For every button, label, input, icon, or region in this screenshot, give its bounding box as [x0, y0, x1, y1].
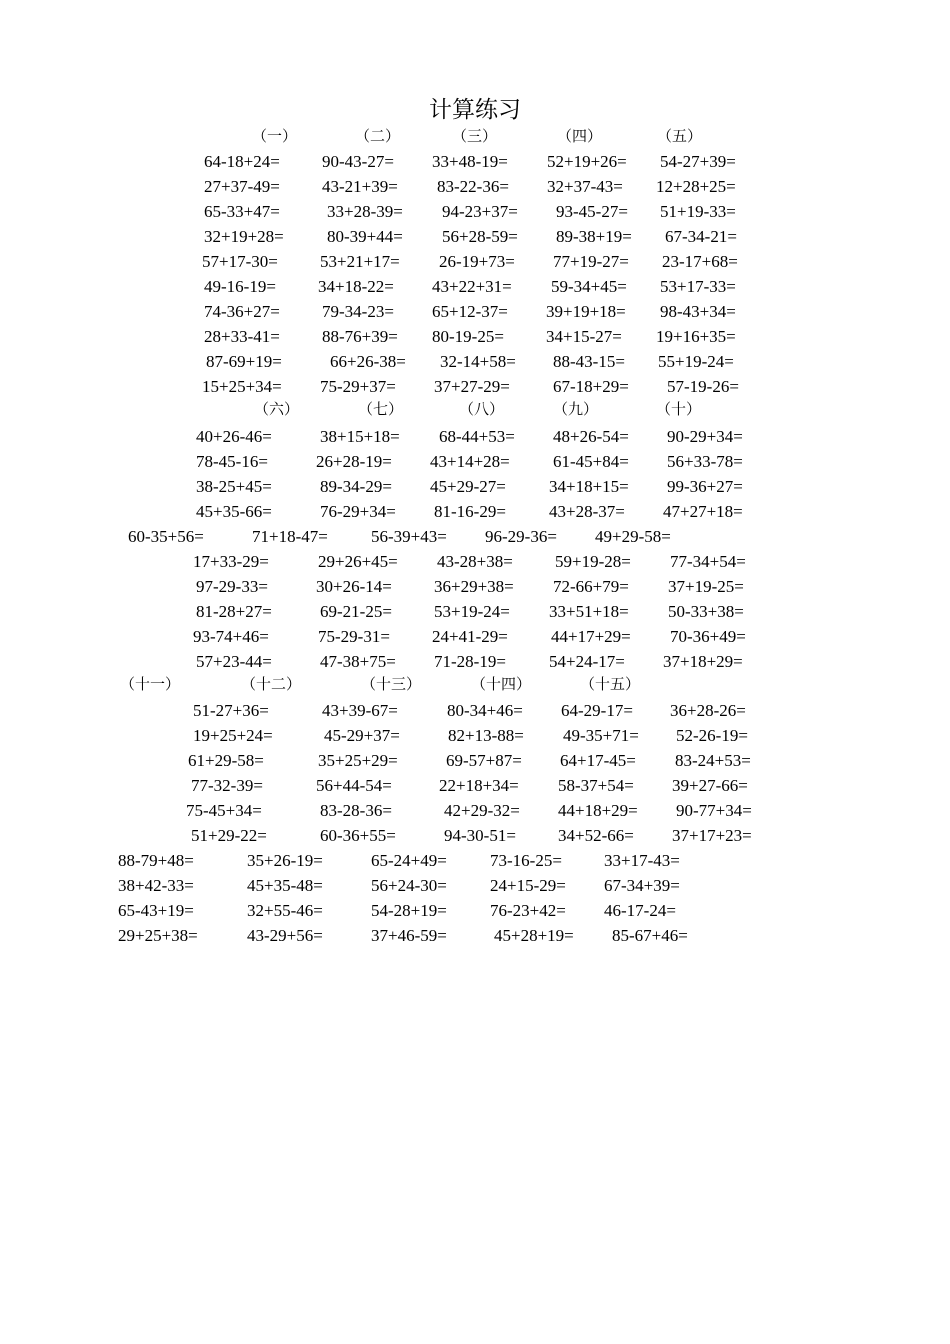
arithmetic-problem: 80-19-25= — [432, 327, 504, 346]
section-label: （十） — [656, 400, 702, 418]
arithmetic-problem: 39+19+18= — [546, 302, 626, 321]
arithmetic-problem: 70-36+49= — [670, 627, 746, 646]
arithmetic-problem: 88-43-15= — [553, 352, 625, 371]
section-label: （三） — [452, 127, 498, 145]
arithmetic-problem: 90-43-27= — [322, 152, 394, 171]
arithmetic-problem: 23-17+68= — [662, 252, 738, 271]
arithmetic-problem: 37+18+29= — [663, 652, 743, 671]
arithmetic-problem: 44+17+29= — [551, 627, 631, 646]
arithmetic-problem: 34+52-66= — [558, 826, 634, 845]
arithmetic-problem: 76-23+42= — [490, 901, 566, 920]
section-label: （六） — [254, 400, 300, 418]
arithmetic-problem: 30+26-14= — [316, 577, 392, 596]
section-label: （一） — [252, 127, 298, 145]
section-header-row — [0, 397, 950, 422]
arithmetic-problem: 45+29-27= — [430, 477, 506, 496]
arithmetic-problem: 36+29+38= — [434, 577, 514, 596]
arithmetic-problem: 38+42-33= — [118, 876, 194, 895]
arithmetic-problem: 46-17-24= — [604, 901, 676, 920]
arithmetic-problem: 71-28-19= — [434, 652, 506, 671]
arithmetic-problem: 43+39-67= — [322, 701, 398, 720]
arithmetic-problem: 53+21+17= — [320, 252, 400, 271]
arithmetic-problem: 43+22+31= — [432, 277, 512, 296]
problem-row — [0, 748, 950, 773]
arithmetic-problem: 80-39+44= — [327, 227, 403, 246]
arithmetic-problem: 64-18+24= — [204, 152, 280, 171]
problem-row — [0, 224, 950, 249]
arithmetic-problem: 57-19-26= — [667, 377, 739, 396]
arithmetic-problem: 77-34+54= — [670, 552, 746, 571]
arithmetic-problem: 65-33+47= — [204, 202, 280, 221]
arithmetic-problem: 67-34-21= — [665, 227, 737, 246]
arithmetic-problem: 54-27+39= — [660, 152, 736, 171]
page-title: 计算练习 — [429, 97, 521, 123]
arithmetic-problem: 82+13-88= — [448, 726, 524, 745]
arithmetic-problem: 96-29-36= — [485, 527, 557, 546]
arithmetic-problem: 73-16-25= — [490, 851, 562, 870]
problem-row — [0, 199, 950, 224]
arithmetic-problem: 57+17-30= — [202, 252, 278, 271]
problem-row — [0, 649, 950, 674]
arithmetic-problem: 83-22-36= — [437, 177, 509, 196]
problem-row — [0, 349, 950, 374]
arithmetic-problem: 93-45-27= — [556, 202, 628, 221]
problem-row — [0, 499, 950, 524]
arithmetic-problem: 26+28-19= — [316, 452, 392, 471]
arithmetic-problem: 45-29+37= — [324, 726, 400, 745]
arithmetic-problem: 60-35+56= — [128, 527, 204, 546]
arithmetic-problem: 58-37+54= — [558, 776, 634, 795]
arithmetic-problem: 12+28+25= — [656, 177, 736, 196]
arithmetic-problem: 29+26+45= — [318, 552, 398, 571]
section-label: （十五） — [580, 675, 641, 693]
arithmetic-problem: 33+51+18= — [549, 602, 629, 621]
arithmetic-problem: 68-44+53= — [439, 427, 515, 446]
problem-row — [0, 773, 950, 798]
arithmetic-problem: 19+16+35= — [656, 327, 736, 346]
arithmetic-problem: 67-18+29= — [553, 377, 629, 396]
arithmetic-problem: 15+25+34= — [202, 377, 282, 396]
arithmetic-problem: 33+28-39= — [327, 202, 403, 221]
arithmetic-problem: 43-21+39= — [322, 177, 398, 196]
problem-row — [0, 848, 950, 873]
arithmetic-problem: 56+33-78= — [667, 452, 743, 471]
arithmetic-problem: 77+19-27= — [553, 252, 629, 271]
arithmetic-problem: 53+17-33= — [660, 277, 736, 296]
problem-row — [0, 549, 950, 574]
arithmetic-problem: 28+33-41= — [204, 327, 280, 346]
problem-row — [0, 474, 950, 499]
arithmetic-problem: 52-26-19= — [676, 726, 748, 745]
arithmetic-problem: 71+18-47= — [252, 527, 328, 546]
problem-row — [0, 524, 950, 549]
arithmetic-problem: 83-28-36= — [320, 801, 392, 820]
arithmetic-problem: 66+26-38= — [330, 352, 406, 371]
arithmetic-problem: 52+19+26= — [547, 152, 627, 171]
arithmetic-problem: 43+14+28= — [430, 452, 510, 471]
section-label: （二） — [355, 127, 401, 145]
arithmetic-problem: 49-35+71= — [563, 726, 639, 745]
arithmetic-problem: 59-34+45= — [551, 277, 627, 296]
arithmetic-problem: 61+29-58= — [188, 751, 264, 770]
problem-row — [0, 299, 950, 324]
arithmetic-problem: 89-34-29= — [320, 477, 392, 496]
arithmetic-problem: 53+19-24= — [434, 602, 510, 621]
arithmetic-problem: 98-43+34= — [660, 302, 736, 321]
arithmetic-problem: 81-28+27= — [196, 602, 272, 621]
arithmetic-problem: 37+17+23= — [672, 826, 752, 845]
arithmetic-problem: 34+15-27= — [546, 327, 622, 346]
arithmetic-problem: 65+12-37= — [432, 302, 508, 321]
arithmetic-problem: 80-34+46= — [447, 701, 523, 720]
arithmetic-problem: 49+29-58= — [595, 527, 671, 546]
arithmetic-problem: 94-23+37= — [442, 202, 518, 221]
arithmetic-problem: 60-36+55= — [320, 826, 396, 845]
arithmetic-problem: 69-57+87= — [446, 751, 522, 770]
arithmetic-problem: 29+25+38= — [118, 926, 198, 945]
arithmetic-problem: 35+25+29= — [318, 751, 398, 770]
arithmetic-problem: 33+17-43= — [604, 851, 680, 870]
section-label: （十二） — [241, 675, 302, 693]
arithmetic-problem: 43-28+38= — [437, 552, 513, 571]
problem-row — [0, 149, 950, 174]
problem-row — [0, 574, 950, 599]
arithmetic-problem: 69-21-25= — [320, 602, 392, 621]
arithmetic-problem: 50-33+38= — [668, 602, 744, 621]
arithmetic-problem: 89-38+19= — [556, 227, 632, 246]
arithmetic-problem: 85-67+46= — [612, 926, 688, 945]
arithmetic-problem: 64+17-45= — [560, 751, 636, 770]
arithmetic-problem: 45+35-48= — [247, 876, 323, 895]
arithmetic-problem: 39+27-66= — [672, 776, 748, 795]
section-label: （八） — [459, 400, 505, 418]
arithmetic-problem: 54-28+19= — [371, 901, 447, 920]
arithmetic-problem: 47-38+75= — [320, 652, 396, 671]
section-label: （五） — [657, 127, 703, 145]
arithmetic-problem: 79-34-23= — [322, 302, 394, 321]
arithmetic-problem: 77-32-39= — [191, 776, 263, 795]
arithmetic-problem: 35+26-19= — [247, 851, 323, 870]
arithmetic-problem: 32-14+58= — [440, 352, 516, 371]
arithmetic-problem: 19+25+24= — [193, 726, 273, 745]
arithmetic-problem: 51+29-22= — [191, 826, 267, 845]
arithmetic-problem: 43-29+56= — [247, 926, 323, 945]
problem-row — [0, 174, 950, 199]
arithmetic-problem: 32+55-46= — [247, 901, 323, 920]
arithmetic-problem: 59+19-28= — [555, 552, 631, 571]
arithmetic-problem: 55+19-24= — [658, 352, 734, 371]
problem-row — [0, 923, 950, 948]
arithmetic-problem: 94-30-51= — [444, 826, 516, 845]
arithmetic-problem: 24+41-29= — [432, 627, 508, 646]
arithmetic-problem: 88-76+39= — [322, 327, 398, 346]
arithmetic-problem: 27+37-49= — [204, 177, 280, 196]
arithmetic-problem: 83-24+53= — [675, 751, 751, 770]
arithmetic-problem: 75-29-31= — [318, 627, 390, 646]
arithmetic-problem: 47+27+18= — [663, 502, 743, 521]
arithmetic-problem: 44+18+29= — [558, 801, 638, 820]
arithmetic-problem: 49-16-19= — [204, 277, 276, 296]
arithmetic-problem: 26-19+73= — [439, 252, 515, 271]
arithmetic-problem: 65-43+19= — [118, 901, 194, 920]
arithmetic-problem: 75-45+34= — [186, 801, 262, 820]
section-label: （四） — [557, 127, 603, 145]
arithmetic-problem: 72-66+79= — [553, 577, 629, 596]
arithmetic-problem: 57+23-44= — [196, 652, 272, 671]
section-header-row — [0, 672, 950, 697]
problem-row — [0, 898, 950, 923]
arithmetic-problem: 99-36+27= — [667, 477, 743, 496]
arithmetic-problem: 56+24-30= — [371, 876, 447, 895]
problem-row — [0, 374, 950, 399]
problem-row — [0, 449, 950, 474]
arithmetic-problem: 32+37-43= — [547, 177, 623, 196]
problem-row — [0, 274, 950, 299]
arithmetic-problem: 34+18-22= — [318, 277, 394, 296]
section-label: （十四） — [471, 675, 532, 693]
arithmetic-problem: 37+46-59= — [371, 926, 447, 945]
arithmetic-problem: 78-45-16= — [196, 452, 268, 471]
arithmetic-problem: 75-29+37= — [320, 377, 396, 396]
section-label: （九） — [553, 400, 599, 418]
arithmetic-problem: 43+28-37= — [549, 502, 625, 521]
arithmetic-problem: 45+28+19= — [494, 926, 574, 945]
arithmetic-problem: 88-79+48= — [118, 851, 194, 870]
problem-row — [0, 249, 950, 274]
arithmetic-problem: 45+35-66= — [196, 502, 272, 521]
problem-row — [0, 624, 950, 649]
arithmetic-problem: 24+15-29= — [490, 876, 566, 895]
arithmetic-problem: 32+19+28= — [204, 227, 284, 246]
arithmetic-problem: 38+15+18= — [320, 427, 400, 446]
arithmetic-problem: 40+26-46= — [196, 427, 272, 446]
arithmetic-problem: 38-25+45= — [196, 477, 272, 496]
arithmetic-problem: 54+24-17= — [549, 652, 625, 671]
arithmetic-problem: 42+29-32= — [444, 801, 520, 820]
arithmetic-problem: 51+19-33= — [660, 202, 736, 221]
section-label: （七） — [358, 400, 404, 418]
arithmetic-problem: 90-29+34= — [667, 427, 743, 446]
arithmetic-problem: 22+18+34= — [439, 776, 519, 795]
arithmetic-problem: 87-69+19= — [206, 352, 282, 371]
arithmetic-problem: 51-27+36= — [193, 701, 269, 720]
problem-row — [0, 599, 950, 624]
section-header-row — [0, 124, 950, 149]
problem-row — [0, 698, 950, 723]
arithmetic-problem: 48+26-54= — [553, 427, 629, 446]
arithmetic-problem: 56+44-54= — [316, 776, 392, 795]
arithmetic-problem: 81-16-29= — [434, 502, 506, 521]
arithmetic-problem: 17+33-29= — [193, 552, 269, 571]
arithmetic-problem: 74-36+27= — [204, 302, 280, 321]
arithmetic-problem: 65-24+49= — [371, 851, 447, 870]
arithmetic-problem: 93-74+46= — [193, 627, 269, 646]
problem-row — [0, 723, 950, 748]
arithmetic-problem: 97-29-33= — [196, 577, 268, 596]
problem-row — [0, 873, 950, 898]
section-label: （十三） — [361, 675, 422, 693]
arithmetic-problem: 34+18+15= — [549, 477, 629, 496]
arithmetic-problem: 64-29-17= — [561, 701, 633, 720]
arithmetic-problem: 56+28-59= — [442, 227, 518, 246]
arithmetic-problem: 61-45+84= — [553, 452, 629, 471]
problem-row — [0, 823, 950, 848]
section-label: （十一） — [120, 675, 181, 693]
problem-row — [0, 424, 950, 449]
arithmetic-problem: 37+19-25= — [668, 577, 744, 596]
arithmetic-problem: 76-29+34= — [320, 502, 396, 521]
arithmetic-problem: 90-77+34= — [676, 801, 752, 820]
arithmetic-problem: 56-39+43= — [371, 527, 447, 546]
problem-row — [0, 798, 950, 823]
arithmetic-problem: 67-34+39= — [604, 876, 680, 895]
arithmetic-problem: 33+48-19= — [432, 152, 508, 171]
problem-row — [0, 324, 950, 349]
arithmetic-problem: 36+28-26= — [670, 701, 746, 720]
arithmetic-problem: 37+27-29= — [434, 377, 510, 396]
